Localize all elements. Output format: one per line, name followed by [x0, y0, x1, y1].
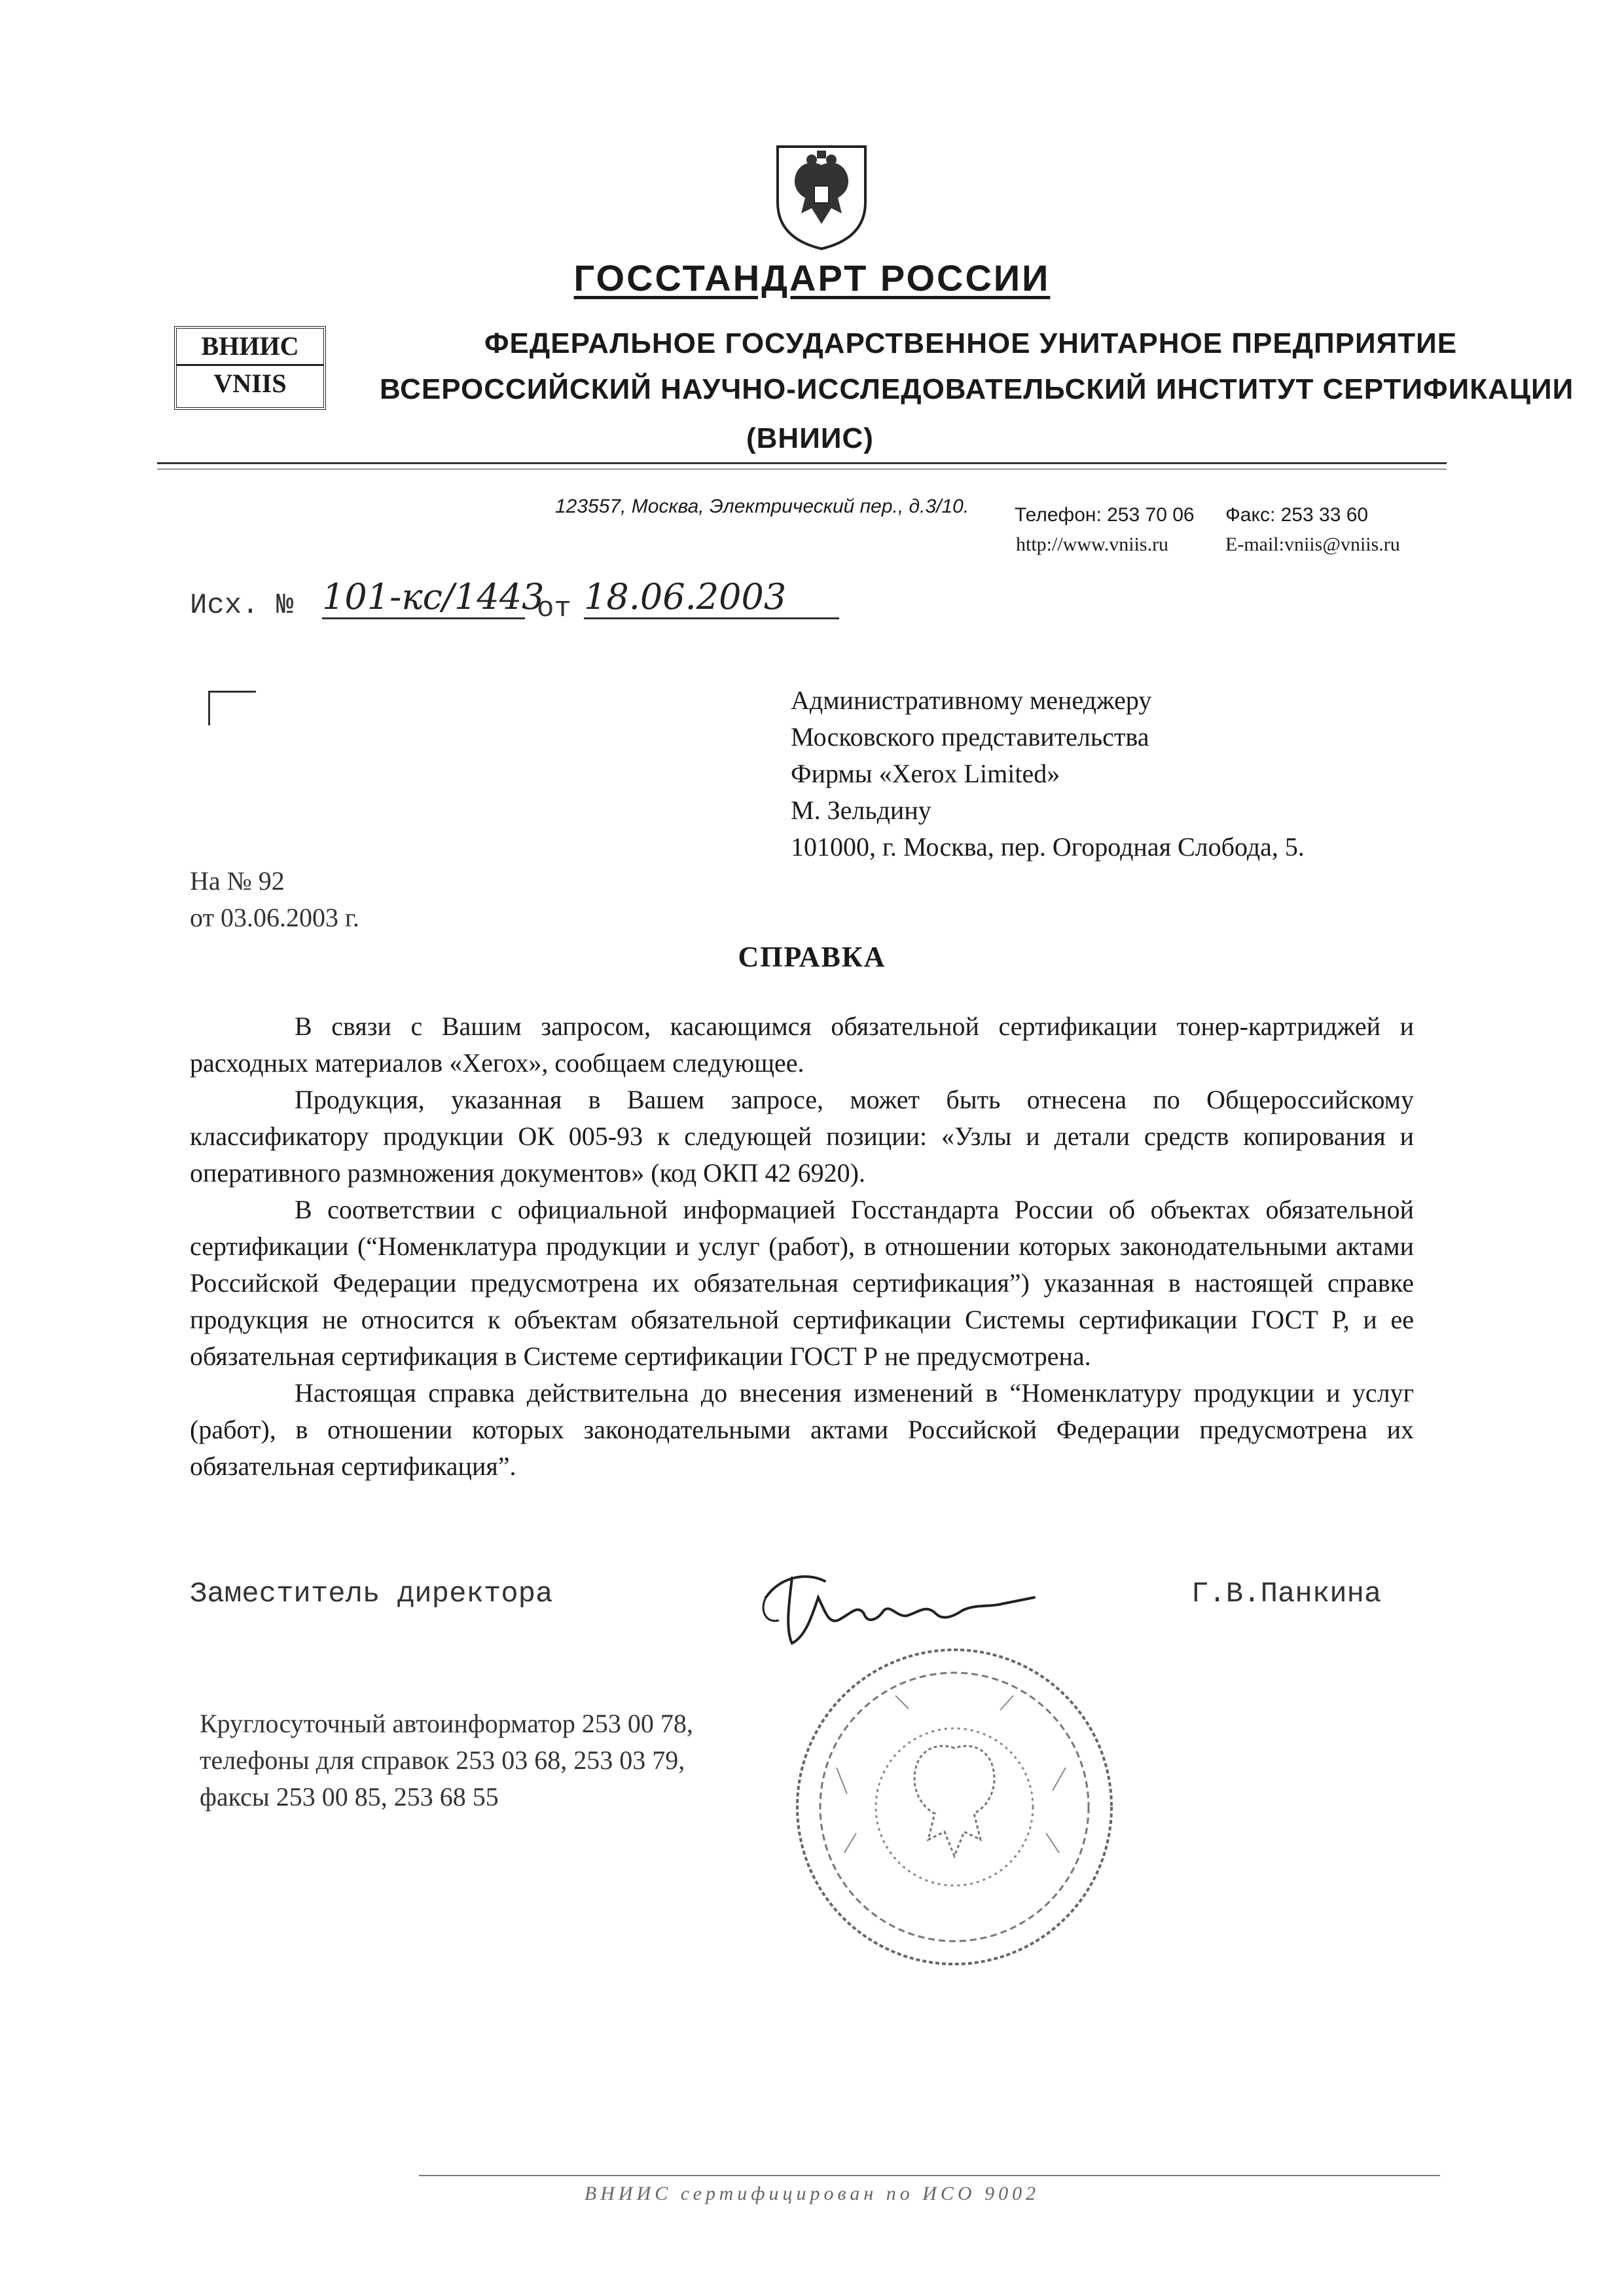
- recipient-line: М. Зельдину: [791, 795, 931, 825]
- hotline-line: факсы 253 00 85, 253 68 55: [200, 1782, 499, 1812]
- body-paragraph: Настоящая справка действительна до внесения изменений в “Номенклатуру продукции и услуг (работ), в отношении которых законодательными актами Российской Федерации предусмотрена их обязательная сертификация”.: [190, 1378, 1414, 1481]
- certification-footer: ВНИИС сертифицирован по ИСО 9002: [584, 2183, 1040, 2204]
- org-name-line-2: ВСЕРОССИЙСКИЙ НАУЧНО-ИССЛЕДОВАТЕЛЬСКИЙ ИНСТИТУТ СЕРТИФИКАЦИИ: [380, 373, 1574, 405]
- org-address: 123557, Москва, Электрический пер., д.3/10.: [555, 496, 969, 517]
- document-title: СПРАВКА: [738, 941, 886, 973]
- recipient-line: Административному менеджеру: [791, 685, 1152, 715]
- recipient-line: Фирмы «Xerox Limited»: [791, 759, 1060, 788]
- document-body: [190, 1008, 1414, 1485]
- body-paragraph: В связи с Вашим запросом, касающимся обязательной сертификации тонер-картриджей и расходных материалов «Хегох», сообщаем следующее.: [190, 1011, 1414, 1078]
- hotline-line: Круглосуточный автоинформатор 253 00 78,: [200, 1709, 693, 1738]
- outgoing-number: 101-кс/1443: [322, 576, 525, 619]
- org-name-line-3: (ВНИИС): [746, 422, 874, 454]
- logo-text-cyrillic: ВНИИС: [201, 331, 299, 361]
- body-paragraph: В соответствии с официальной информацией Госстандарта России об объектах обязательной сертификации (“Номенклатура продукции и услуг (работ), в отношении которых законодательными актами Российской Федерации предусмотрена их обязательная сертификация”) указанная в настоящей справке продукция не относится к объектам обязательной сертификации Системы сертификации ГОСТ Р, и ее обязательная сертификация в Системе сертификации ГОСТ Р не предусмотрена.: [190, 1195, 1414, 1371]
- hotline-info: [200, 1705, 693, 1815]
- reference-date: от 03.06.2003 г.: [190, 903, 359, 932]
- header-divider-top: [157, 462, 1447, 464]
- org-email: E-mail:vniis@vniis.ru: [1225, 534, 1400, 555]
- outgoing-date-prefix: от: [537, 592, 571, 625]
- body-paragraph: Продукция, указанная в Вашем запросе, может быть отнесена по Общероссийскому классификатору продукции ОК 005-93 к следующей позиции: «Узлы и детали средств копирования и оперативного размножения документов» (код ОКП 42 6920).: [190, 1085, 1414, 1188]
- recipient-line: Московского представительства: [791, 722, 1149, 752]
- official-seal: [784, 1637, 1125, 1977]
- recipient-line: 101000, г. Москва, пер. Огородная Слобода, 5.: [791, 832, 1305, 862]
- reference-number: На № 92: [190, 866, 285, 896]
- footer-divider: [419, 2175, 1440, 2176]
- hotline-line: телефоны для справок 253 03 68, 253 03 79,: [200, 1745, 685, 1775]
- org-phone: Телефон: 253 70 06: [1015, 504, 1195, 526]
- institute-logo: [174, 326, 326, 410]
- logo-text-latin: VNIIS: [177, 364, 323, 401]
- recipient-block: [791, 682, 1305, 866]
- coat-of-arms-emblem: [771, 140, 872, 251]
- signatory-name: Г.В.Панкина: [1191, 1578, 1382, 1611]
- signatory-position: Заместитель директора: [190, 1578, 553, 1611]
- org-name-line-1: ФЕДЕРАЛЬНОЕ ГОСУДАРСТВЕННОЕ УНИТАРНОЕ ПРЕДПРИЯТИЕ: [484, 327, 1458, 359]
- reference-block: [190, 863, 359, 936]
- outgoing-prefix: Исх. №: [190, 589, 294, 622]
- address-corner-mark: [208, 691, 256, 725]
- org-website: http://www.vniis.ru: [1016, 534, 1169, 555]
- org-fax: Факс: 253 33 60: [1225, 504, 1369, 526]
- agency-title: ГОССТАНДАРТ РОССИИ: [573, 257, 1051, 299]
- outgoing-date: 18.06.2003: [584, 576, 839, 619]
